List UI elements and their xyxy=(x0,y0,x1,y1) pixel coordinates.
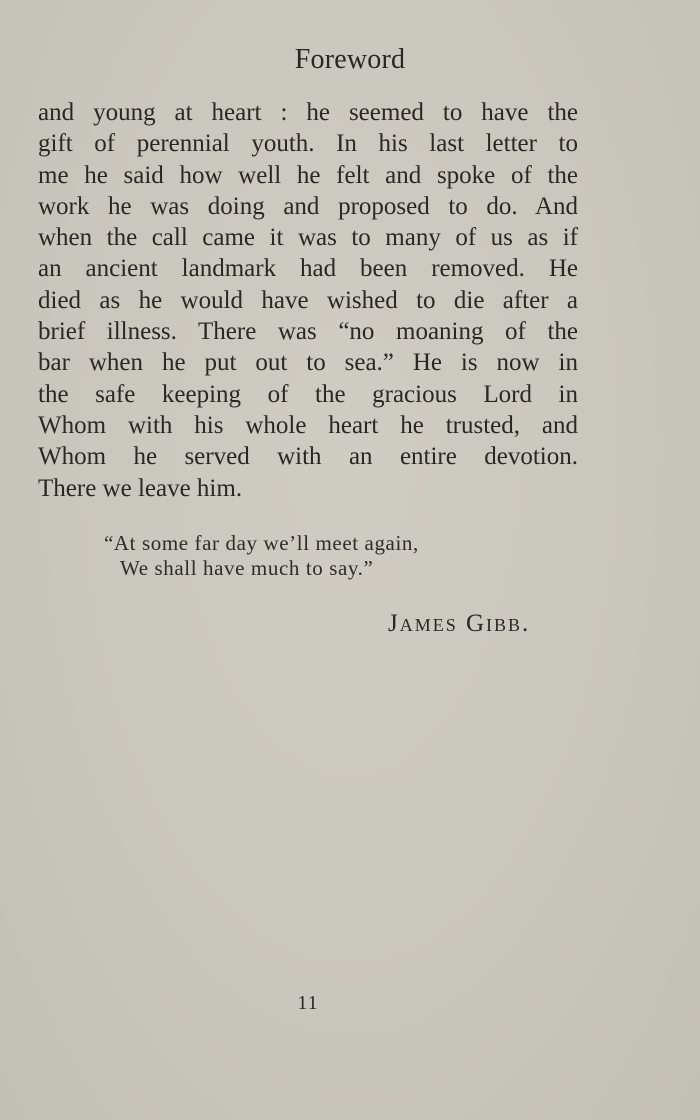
body-line: work he was doing and proposed to do. And xyxy=(38,192,578,220)
body-line: Whom he served with an entire devotion. xyxy=(38,443,578,471)
verse-line: “At some far day we’ll meet again, xyxy=(104,531,419,555)
body-paragraph xyxy=(38,97,578,504)
body-line: an ancient landmark had been removed. He xyxy=(38,255,578,283)
body-line: gift of perennial youth. In his last letter to xyxy=(38,130,578,158)
body-line: Whom with his whole heart he trusted, and xyxy=(38,411,578,439)
verse-line: We shall have much to say.” xyxy=(120,556,374,580)
body-line: me he said how well he felt and spoke of the xyxy=(38,161,578,189)
body-line: bar when he put out to sea.” He is now in xyxy=(38,349,578,377)
running-head-title: Foreword xyxy=(294,44,406,75)
body-line: when the call came it was to many of us as if xyxy=(38,224,578,252)
body-line: There we leave him. xyxy=(38,474,243,502)
body-line: died as he would have wished to die after a xyxy=(38,286,578,314)
body-line: the safe keeping of the gracious Lord in xyxy=(38,380,578,408)
page-number: 11 xyxy=(297,992,319,1014)
author-signature: James Gibb. xyxy=(388,610,531,637)
body-line: brief illness. There was “no moaning of the xyxy=(38,318,578,346)
verse-quotation xyxy=(104,531,504,581)
body-line: and young at heart : he seemed to have the xyxy=(38,99,578,126)
